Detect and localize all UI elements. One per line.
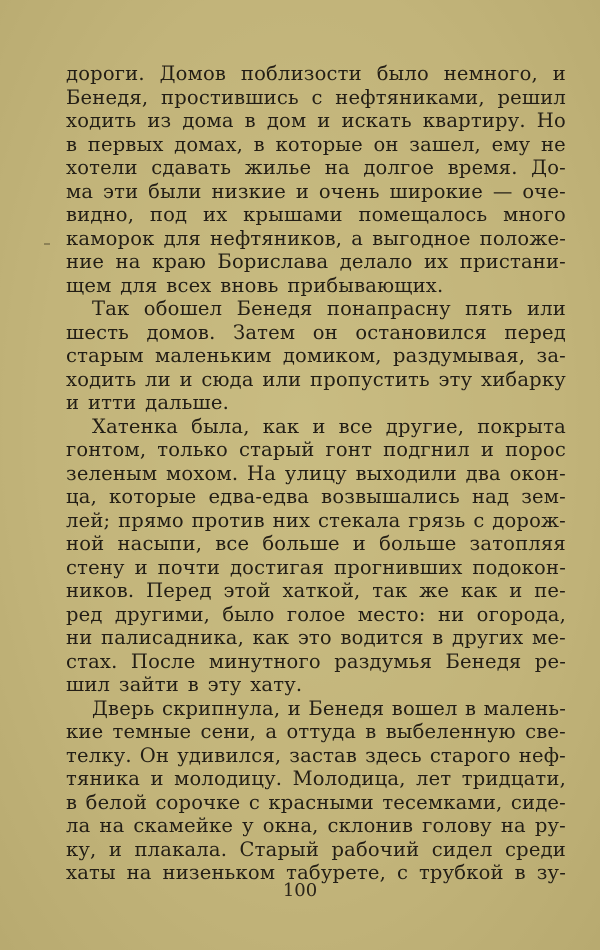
page-text: [66, 62, 566, 885]
text-line: ходить из дома в дом и искать квартиру. Но: [66, 109, 566, 132]
text-line: и итти дальше.: [66, 391, 230, 414]
text-line: ку, и плакала. Старый рабочий сидел среди: [66, 837, 566, 861]
text-line: ходить ли и сюда или пропустить эту хибарку: [66, 367, 566, 391]
text-line: Так обошел Бенедя понапрасну пять или: [92, 297, 566, 320]
text-line: шил зайти в эту хату.: [66, 673, 303, 696]
text-line: в первых домах, в которые он зашел, ему не: [66, 132, 566, 156]
text-line: хотели сдавать жилье на долгое время. До-: [66, 156, 566, 179]
text-line: ной насыпи, все больше и больше затопляя: [66, 532, 566, 555]
text-line: зеленым мохом. На улицу выходили два окон-: [66, 461, 566, 485]
text-line: Бенедя, простившись с нефтяниками, решил: [66, 85, 566, 109]
text-line: Дверь скрипнула, и Бенедя вошел в малень-: [92, 696, 566, 720]
text-line: каморок для нефтяников, а выгодное положе-: [66, 226, 566, 250]
text-line: ма эти были низкие и очень широкие — оче-: [66, 179, 566, 203]
text-line: лей; прямо против них стекала грязь с дорож-: [66, 508, 566, 532]
text-line: телку. Он удивился, застав здесь старого неф-: [66, 743, 566, 767]
text-line: ред другими, было голое место: ни огорода,: [66, 602, 566, 626]
page-number: 100: [282, 880, 318, 901]
text-line: гонтом, только старый гонт подгнил и порос: [66, 438, 566, 461]
text-line: в белой сорочке с красными тесемками, сиде-: [66, 790, 566, 814]
text-line: ни палисадника, как это водится в других ме-: [66, 626, 566, 649]
text-line: щем для всех вновь прибывающих.: [66, 273, 444, 297]
text-line: тяника и молодицу. Молодица, лет тридцати,: [66, 767, 566, 790]
text-line: шесть домов. Затем он остановился перед: [66, 320, 566, 344]
text-line: видно, под их крышами помещалось много: [66, 203, 566, 226]
text-line: дороги. Домов поблизости было немного, и: [66, 62, 566, 85]
text-line: ние на краю Борислава делало их пристани-: [66, 250, 566, 273]
text-line: ца, которые едва-едва возвышались над зем-: [66, 485, 566, 508]
text-line: стах. После минутного раздумья Бенедя ре-: [66, 649, 566, 673]
text-line: хаты на низеньком табурете, с трубкой в зу-: [66, 861, 566, 884]
text-line: ников. Перед этой хаткой, так же как и пе-: [66, 579, 566, 602]
text-line: старым маленьким домиком, раздумывая, за-: [66, 344, 566, 367]
text-line: стену и почти достигая прогнивших подокон-: [66, 555, 566, 579]
text-line: ла на скамейке у окна, склонив голову на ру-: [66, 814, 566, 837]
text-line: Хатенка была, как и все другие, покрыта: [92, 414, 566, 438]
text-line: кие темные сени, а оттуда в выбеленную све-: [66, 720, 566, 743]
margin-mark: [44, 243, 50, 245]
